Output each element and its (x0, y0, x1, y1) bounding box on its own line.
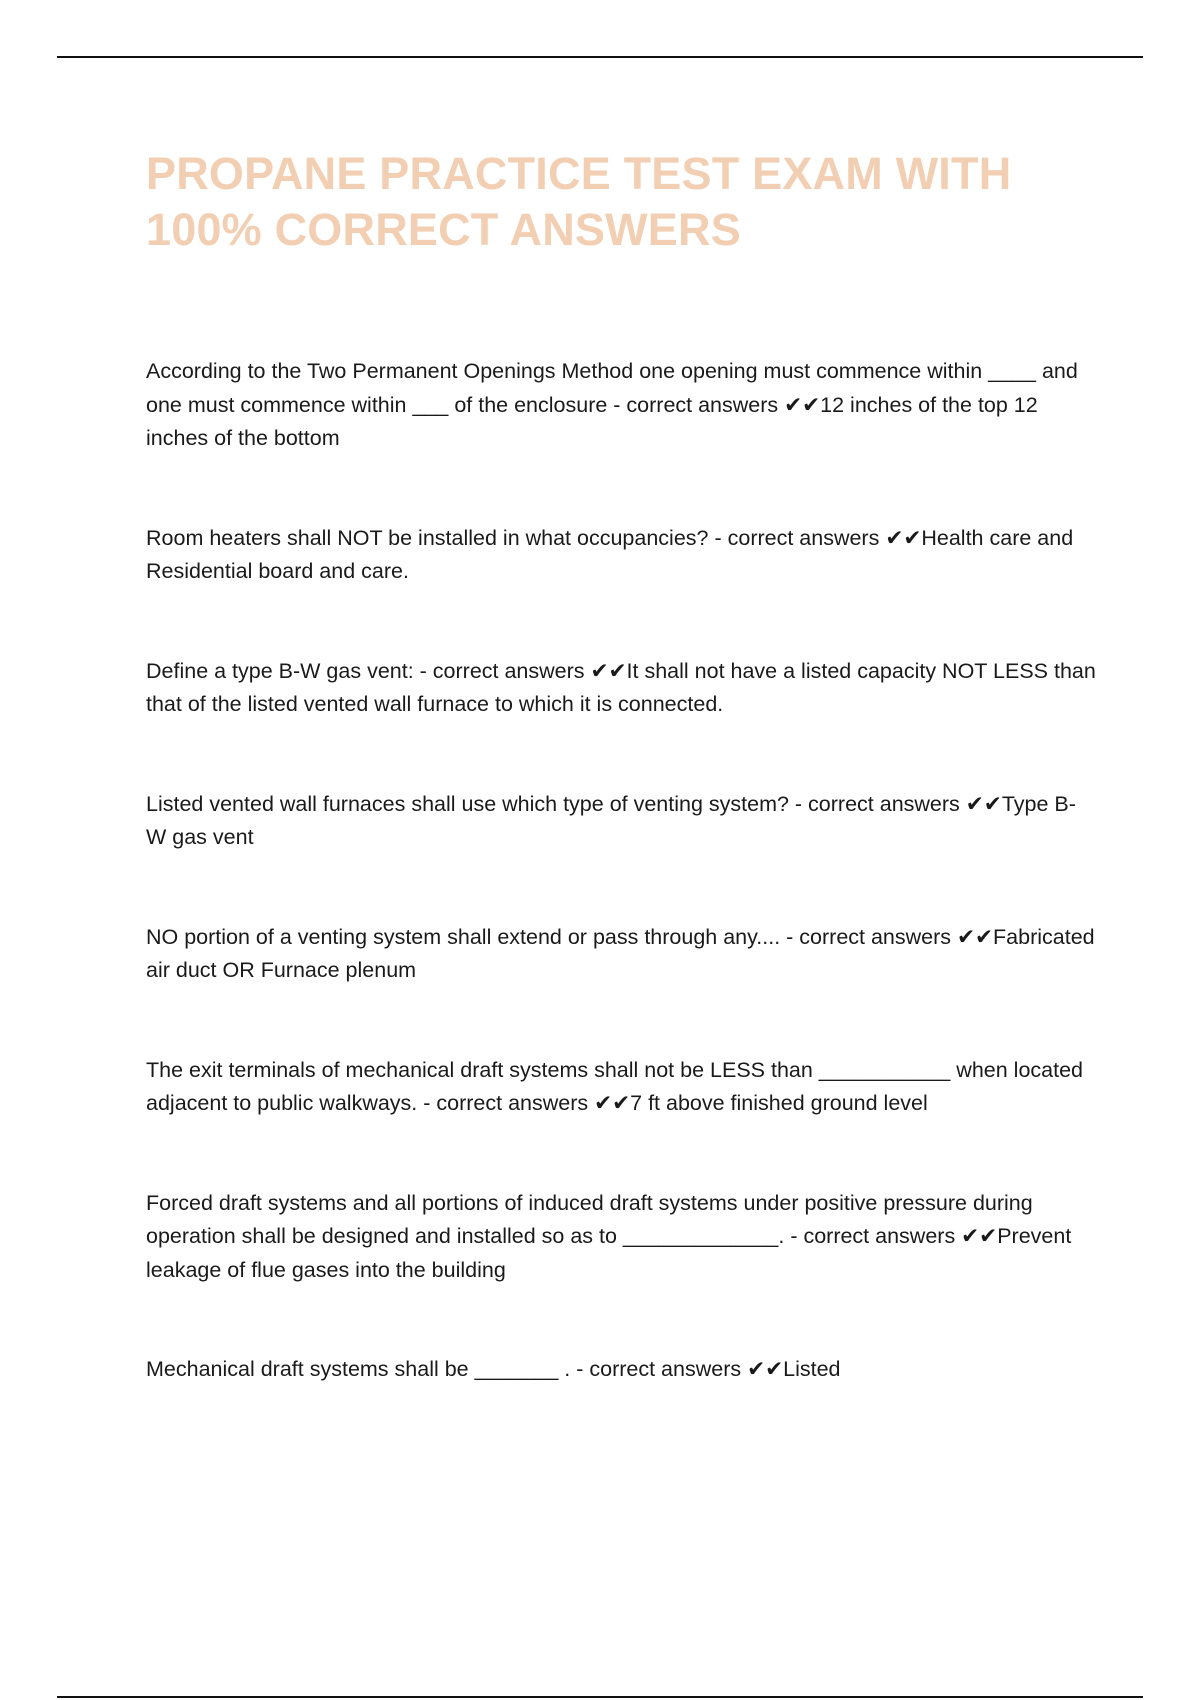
answer-text: It shall not have a listed capacity NOT LESS than that of the listed vented wall furnace to which it is connected. (146, 658, 1096, 716)
qa-item (146, 1054, 1096, 1121)
qa-item (146, 655, 1096, 722)
answer-separator: - correct answers (417, 1091, 595, 1115)
qa-item (146, 355, 1096, 456)
answer-separator: - correct answers (708, 525, 886, 550)
answer-separator: - correct answers (413, 658, 591, 683)
double-check-icon: ✔✔ (961, 1224, 998, 1248)
double-check-icon: ✔✔ (590, 658, 627, 683)
answer-text: Type B-W gas vent (146, 791, 1076, 849)
page-title: PROPANE PRACTICE TEST EXAM WITH 100% CORRECT ANSWERS (146, 148, 1012, 255)
top-rule (57, 56, 1143, 58)
double-check-icon: ✔✔ (957, 924, 994, 949)
question-text: Listed vented wall furnaces shall use which type of venting system? (146, 791, 789, 816)
answer-text: Prevent leakage of flue gases into the building (146, 1224, 1072, 1282)
qa-item (146, 1187, 1096, 1288)
question-text: NO portion of a venting system shall extend or pass through any.... (146, 924, 781, 949)
answer-separator: - correct answers (780, 924, 958, 949)
question-text: Room heaters shall NOT be installed in what occupancies? (146, 525, 709, 550)
answer-text: 7 ft above finished ground level (630, 1091, 928, 1115)
answer-text: Fabricated air duct OR Furnace plenum (146, 924, 1095, 982)
qa-item (146, 1353, 1096, 1387)
question-text: According to the Two Permanent Openings Method one opening must commence within ____ and one must commence within ___ of the enclosure (146, 359, 1078, 417)
question-text: Define a type B-W gas vent: (146, 658, 414, 683)
double-check-icon: ✔✔ (885, 525, 922, 550)
answer-separator: - correct answers (607, 392, 785, 417)
qa-list (146, 355, 1096, 1453)
answer-text: 12 inches of the top 12 inches of the bottom (146, 392, 1038, 450)
answer-separator: - correct answers (570, 1357, 748, 1381)
qa-item (146, 788, 1096, 855)
question-text: The exit terminals of mechanical draft systems shall not be LESS than ___________ when located adjacent to public walkways. (146, 1057, 1083, 1115)
double-check-icon: ✔✔ (965, 791, 1002, 816)
double-check-icon: ✔✔ (594, 1091, 631, 1115)
answer-separator: - correct answers (788, 791, 966, 816)
double-check-icon: ✔✔ (747, 1357, 784, 1381)
qa-item (146, 921, 1096, 988)
answer-separator: - correct answers (784, 1224, 962, 1248)
answer-text: Listed (783, 1357, 841, 1381)
bottom-rule (57, 1696, 1143, 1698)
qa-item (146, 522, 1096, 589)
question-text: Mechanical draft systems shall be _______ . (146, 1357, 571, 1381)
answer-text: Health care and Residential board and care. (146, 525, 1074, 583)
question-text: Forced draft systems and all portions of induced draft systems under positive pressure during operation shall be designed and installed so as to _____________. (146, 1190, 1033, 1248)
double-check-icon: ✔✔ (784, 392, 821, 417)
